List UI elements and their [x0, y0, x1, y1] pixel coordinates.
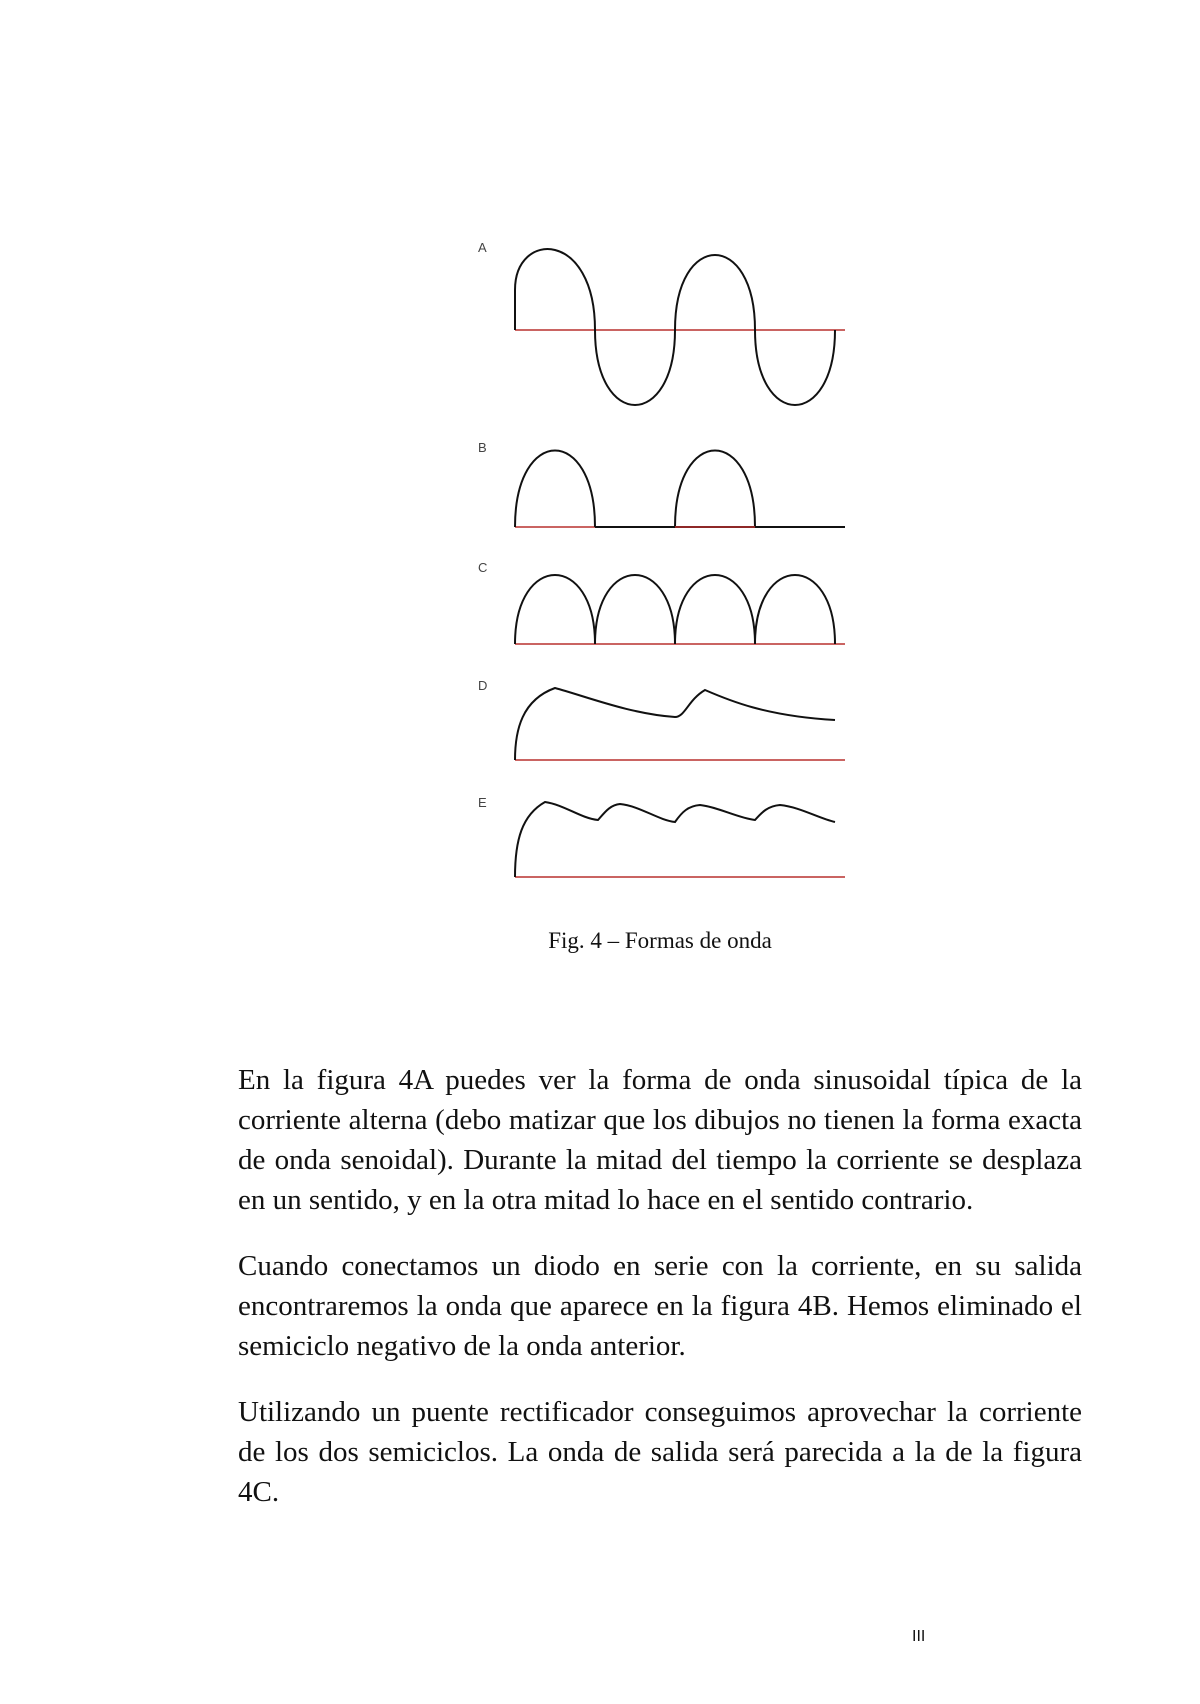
ripple-wave-e — [515, 802, 835, 877]
panel-label-b: B — [478, 440, 487, 455]
panel-label-d: D — [478, 678, 488, 693]
body-text — [238, 1060, 1082, 1538]
filtered-wave-d — [515, 688, 835, 760]
page-number: III — [912, 1628, 926, 1645]
waveform-figure — [460, 230, 860, 895]
half-wave-b — [515, 451, 755, 528]
paragraph-3: Utilizando un puente rectificador conseguimos aprovechar la corriente de los dos semiciclos. La onda de salida será parecida a la de la figura 4C. — [238, 1396, 1082, 1508]
paragraph-2: Cuando conectamos un diodo en serie con la corriente, en su salida encontraremos la onda que aparece en la figura 4B. Hemos eliminado el semiciclo negativo de la onda anterior. — [238, 1250, 1082, 1362]
figure-caption: Fig. 4 – Formas de onda — [548, 928, 772, 953]
full-wave-c — [515, 575, 835, 644]
paragraph-1: En la figura 4A puedes ver la forma de onda sinusoidal típica de la corriente alterna (debo matizar que los dibujos no tienen la forma exacta de onda senoidal). Durante la mitad del tiempo la corriente se desplaza en un sentido, y en la otra mitad lo hace en el sentido contrario. — [238, 1064, 1082, 1216]
waveform-diagram — [460, 230, 860, 890]
panel-label-c: C — [478, 560, 488, 575]
panel-label-e: E — [478, 795, 487, 810]
panel-label-a: A — [478, 240, 487, 255]
sine-wave-a — [515, 249, 835, 405]
